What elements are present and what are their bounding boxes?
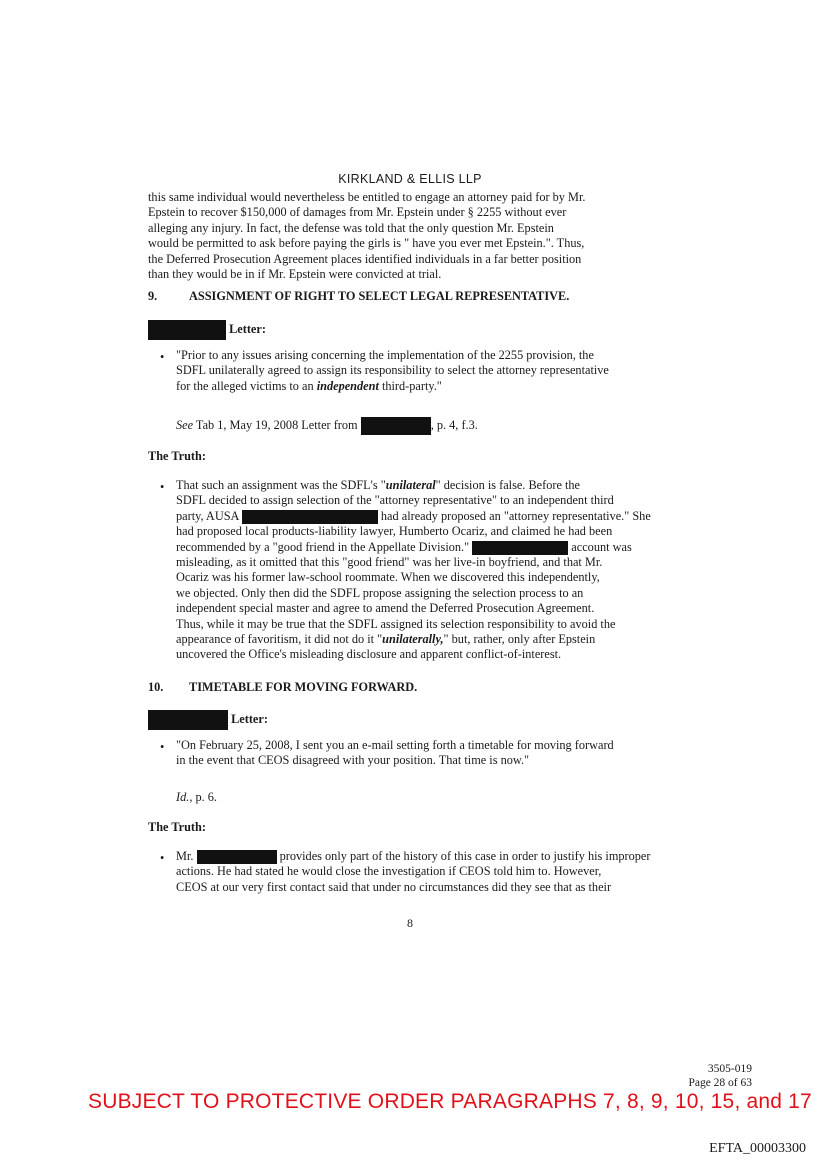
section-10-heading <box>148 680 417 695</box>
truth-line: appearance of favoritism, it did not do it "unilaterally," but, rather, only after Epstein <box>176 632 596 647</box>
truth-line: we objected. Only then did the SDFL propose assigning the selection process to an <box>176 585 584 600</box>
truth-line: That such an assignment was the SDFL's "unilateral" decision is false. Before the <box>176 478 581 492</box>
truth-line: misleading, as it omitted that this "good friend" was her live-in boyfriend, and that Mr. <box>176 555 603 570</box>
section-10-quote <box>176 738 678 769</box>
firm-letterhead: KIRKLAND & ELLIS LLP <box>338 172 482 186</box>
truth-line: independent special master and agree to amend the Deferred Prosecution Agreement. <box>176 601 595 616</box>
letter-label-text: Letter: <box>229 321 266 336</box>
redaction-box <box>242 510 378 524</box>
quote-line: "On February 25, 2008, I sent you an e-mail setting forth a timetable for moving forward <box>176 738 614 752</box>
intro-line: would be permitted to ask before paying the girls is " have you ever met Epstein.". Thus, <box>148 236 585 251</box>
bullet-icon: • <box>160 740 165 754</box>
page-of-count: Page 28 of 63 <box>688 1077 752 1089</box>
intro-line: this same individual would nevertheless be entitled to engage an attorney paid for by Mr. <box>148 190 586 204</box>
section-title: TIMETABLE FOR MOVING FORWARD. <box>189 680 418 694</box>
section-9-citation: See Tab 1, May 19, 2008 Letter from , p. 4, f.3. <box>176 417 478 435</box>
bullet-icon: • <box>160 851 165 865</box>
truth-label: The Truth: <box>148 449 206 463</box>
section-number: 10. <box>148 680 164 694</box>
cite-see: See <box>176 417 194 432</box>
redaction-box <box>148 320 226 340</box>
quote-line: in the event that CEOS disagreed with your position. That time is now." <box>176 753 530 768</box>
section-10-citation: Id., p. 6. <box>176 790 217 804</box>
section-9-heading <box>148 289 569 304</box>
intro-line: the Deferred Prosecution Agreement places identified individuals in a far better position <box>148 251 582 266</box>
redaction-box <box>472 541 568 555</box>
truth-line: Ocariz was his former law-school roommate. When we discovered this independently, <box>176 570 600 585</box>
truth-line: had proposed local products-liability lawyer, Humberto Ocariz, and claimed he had been <box>176 524 613 539</box>
redaction-box <box>148 710 228 730</box>
truth-line: party, AUSA had already proposed an "attorney representative." She <box>176 508 651 523</box>
letter-label <box>148 710 268 730</box>
page-number: 8 <box>407 916 413 930</box>
truth-label: The Truth: <box>148 820 206 834</box>
intro-line: alleging any injury. In fact, the defense was told that the only question Mr. Epstein <box>148 220 554 235</box>
truth-line: Thus, while it may be true that the SDFL assigned its selection responsibility to avoid the <box>176 616 616 631</box>
letter-label-text: Letter: <box>231 711 268 726</box>
section-9-truth <box>176 478 678 663</box>
intro-paragraph <box>148 190 678 282</box>
truth-line: uncovered the Office's misleading disclosure and apparent conflict-of-interest. <box>176 647 562 662</box>
truth-line: CEOS at our very first contact said that under no circumstances did they see that as their <box>176 879 612 894</box>
bullet-icon: • <box>160 350 165 364</box>
redaction-box <box>361 417 431 435</box>
quote-line: "Prior to any issues arising concerning the implementation of the 2255 provision, the <box>176 348 594 362</box>
section-title: ASSIGNMENT OF RIGHT TO SELECT LEGAL REPRESENTATIVE. <box>189 289 570 303</box>
cite-id: Id. <box>176 790 190 804</box>
truth-line: Mr. provides only part of the history of this case in order to justify his improper <box>176 849 651 863</box>
intro-line: than they would be in if Mr. Epstein were convicted at trial. <box>148 267 442 282</box>
truth-line: actions. He had stated he would close the investigation if CEOS told him to. However, <box>176 864 602 879</box>
protective-order-banner: SUBJECT TO PROTECTIVE ORDER PARAGRAPHS 7, 8, 9, 10, 15, and 17 <box>88 1090 812 1113</box>
bates-stamp <box>688 1062 752 1090</box>
quote-line: for the alleged victims to an independent third-party." <box>176 378 442 393</box>
section-number: 9. <box>148 289 158 303</box>
section-9-quote <box>176 348 678 394</box>
quote-line: SDFL unilaterally agreed to assign its responsibility to select the attorney representative <box>176 363 609 378</box>
truth-line: recommended by a "good friend in the Appellate Division." account was <box>176 539 632 554</box>
truth-line: SDFL decided to assign selection of the "attorney representative" to an independent third <box>176 493 614 508</box>
section-10-truth <box>176 849 678 895</box>
efta-number: EFTA_00003300 <box>709 1141 806 1156</box>
bates-number: 3505-019 <box>707 1063 752 1075</box>
bullet-icon: • <box>160 480 165 494</box>
letter-label <box>148 320 266 340</box>
intro-line: Epstein to recover $150,000 of damages from Mr. Epstein under § 2255 without ever <box>148 205 567 220</box>
redaction-box <box>197 850 277 864</box>
